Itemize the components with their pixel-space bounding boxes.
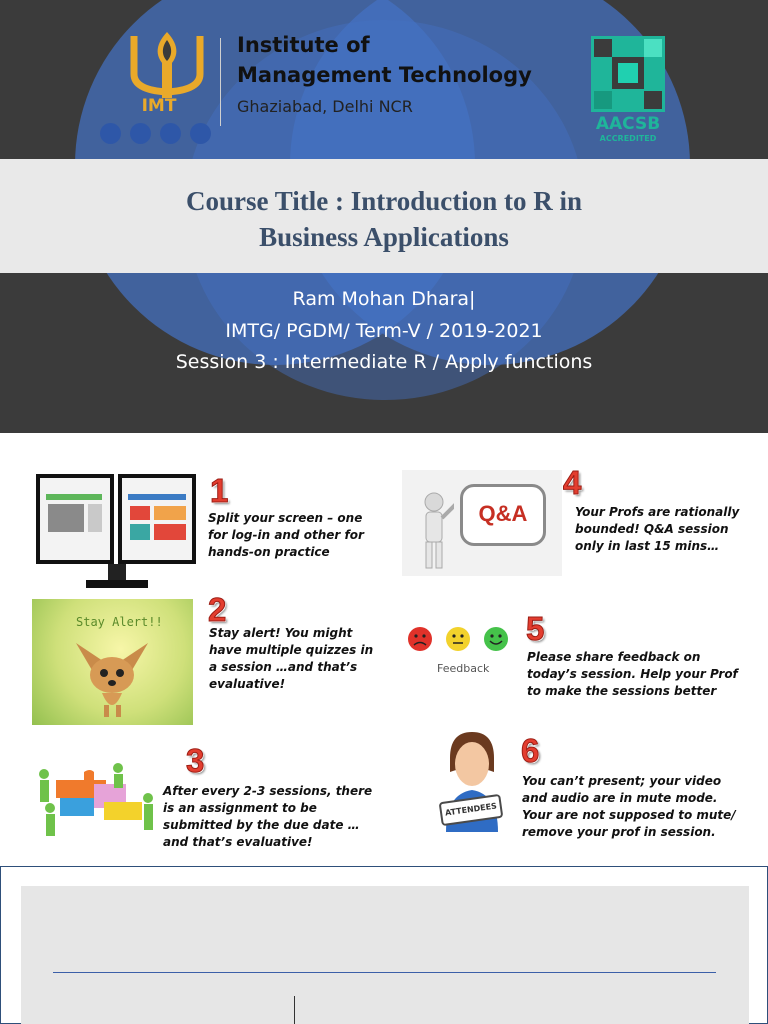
puzzle-people-icon: [34, 758, 158, 838]
column-divider: [294, 996, 295, 1024]
rule-3-number: 3: [186, 742, 205, 779]
dog-icon: [66, 633, 158, 719]
logo-dot: [100, 123, 121, 144]
rule-2-number: 2: [208, 591, 227, 628]
imt-logo-text: IMT: [141, 96, 177, 116]
rule-5-text: Please share feedback on today’s session. Help your Prof to make the sessions better: [527, 650, 738, 698]
attendees-label: ATTENDEES: [444, 801, 498, 818]
logo-dot: [160, 123, 181, 144]
logo-dot: [190, 123, 211, 144]
qa-illustration: [402, 470, 562, 576]
institute-name-line1: Institute of: [237, 33, 370, 57]
feedback-caption: Feedback: [437, 662, 490, 675]
logo-dot: [130, 123, 151, 144]
institute-location: Ghaziabad, Delhi NCR: [237, 97, 413, 116]
title-slide: [0, 0, 768, 433]
course-title-line2: Business Applications: [259, 222, 509, 252]
rule-2-text: Stay alert! You might have multiple quizzes in a session …and that’s evaluative!: [209, 626, 374, 691]
session-title: Session 3 : Intermediate R / Apply functions: [175, 351, 593, 373]
rule-1-text: Split your screen – one for log-in and other for hands-on practice: [208, 511, 364, 559]
qa-person-icon: [412, 492, 454, 572]
rule-6-number: 6: [521, 732, 540, 769]
rule-4-text: Your Profs are rationally bounded! Q&A session only in last 15 mins…: [575, 505, 740, 553]
course-title: [0, 183, 768, 255]
guidelines-slide: [0, 440, 768, 860]
feedback-faces-icon: [405, 624, 515, 658]
qa-speech-bubble-icon: [460, 484, 546, 546]
rule-4-number: 4: [563, 464, 582, 501]
next-slide-preview: [0, 866, 768, 1024]
dual-monitor-icon: [36, 474, 198, 594]
rule-3-text: After every 2-3 sessions, there is an assignment to be submitted by the due date …and that’s evaluative!: [163, 784, 373, 849]
instructor-name: Ram Mohan Dhara|: [292, 288, 476, 310]
rule-1-number: 1: [210, 472, 229, 509]
program-term: IMTG/ PGDM/ Term-V / 2019-2021: [225, 320, 543, 342]
rule-5-number: 5: [526, 610, 545, 647]
aacsb-name: AACSB: [595, 114, 661, 134]
logo-divider: [220, 38, 221, 126]
stay-alert-caption: Stay Alert!!: [76, 615, 163, 629]
aacsb-accredited-label: ACCREDITED: [599, 134, 657, 143]
institute-name-line2: Management Technology: [237, 63, 532, 87]
title-underline: [53, 972, 716, 973]
alert-dog-illustration: [32, 599, 193, 725]
slide-panel: [21, 886, 749, 1024]
course-title-line1: Course Title : Introduction to R in: [185, 186, 583, 216]
qa-label: Q&A: [478, 501, 528, 526]
rule-6-text: You can’t present; your video and audio are in mute mode. Your are not supposed to mute/ remove your prof in session.: [522, 774, 736, 839]
